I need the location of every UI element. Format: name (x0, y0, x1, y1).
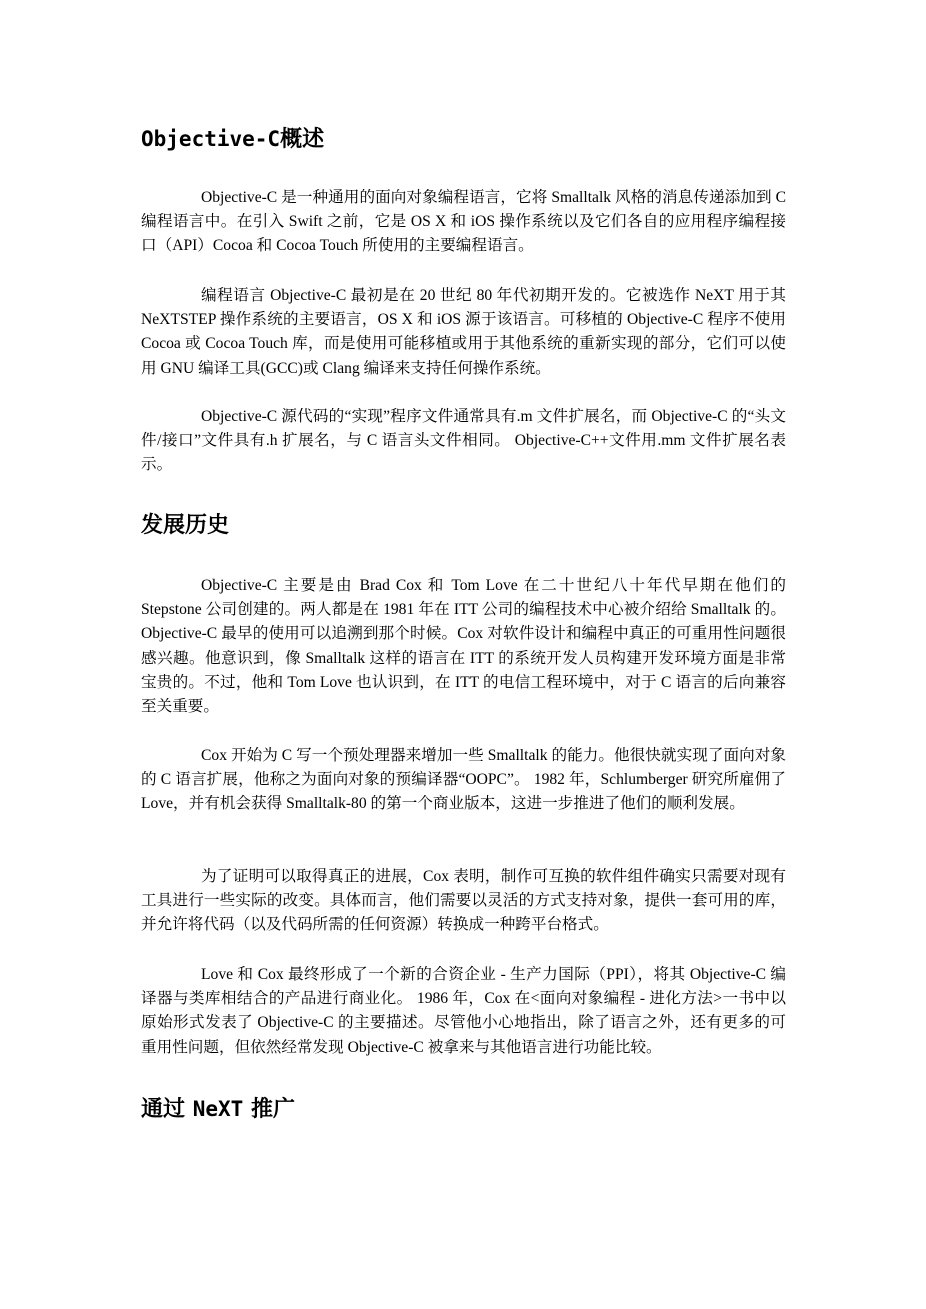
paragraph: Love 和 Cox 最终形成了一个新的合资企业 - 生产力国际（PPI），将其 Objective-C 编译器与类库相结合的产品进行商业化。 1986 年，Cox 在<面向对象编程 - 进化方法>一书中以原始形式发表了 Objective-C 的主要描述。尽管他小心地指出，除了语言之外，还有更多的可重用性问题，但依然经常发现 Objective-C 被拿来与其他语言进行功能比较。 (141, 966, 786, 1056)
section-heading-next-promotion (141, 1094, 295, 1125)
heading-cjk: 概述 (280, 127, 325, 152)
heading-cjk-b: 推广 (250, 1097, 295, 1122)
paragraph: 编程语言 Objective-C 最初是在 20 世纪 80 年代初期开发的。它被选作 NeXT 用于其 NeXTSTEP 操作系统的主要语言，OS X 和 iOS 源于该语言。可移植的 Objective-C 程序不使用 Cocoa 或 Cocoa Touch 库，而是使用可能移植或用于其他系统的重新实现的部分，它们可以使用 GNU 编译工具(GCC)或 Clang 编译来支持任何操作系统。 (141, 287, 786, 377)
paragraph: Objective-C 主要是由 Brad Cox 和 Tom Love 在二十世纪八十年代早期在他们的 Stepstone 公司创建的。两人都是在 1981 年在 ITT 公司的编程技术中心被介绍给 Smalltalk 的。Objective-C 最早的使用可以追溯到那个时候。Cox 对软件设计和编程中真正的可重用性问题很感兴趣。他意识到，像 Smalltalk 这样的语言在 ITT 的系统开发人员构建开发环境方面是非常宝贵的。不过，他和 Tom Love 也认识到，在 ITT 的电信工程环境中，对于 C 语言的后向兼容至关重要。 (141, 577, 786, 716)
paragraph: Objective-C 源代码的“实现”程序文件通常具有.m 文件扩展名，而 Objective-C 的“头文件/接口”文件具有.h 扩展名，与 C 语言头文件相同。 Objective-C++文件用.mm 文件扩展名表示。 (141, 408, 786, 474)
heading-latin: Objective-C (141, 127, 281, 151)
heading-cjk-a: 通过 (141, 1097, 186, 1122)
paragraph: Cox 开始为 C 写一个预处理器来增加一些 Smalltalk 的能力。他很快就实现了面向对象的 C 语言扩展，他称之为面向对象的预编译器“OOPC”。 1982 年，Schlumberger 研究所雇佣了 Love，并有机会获得 Smalltalk-80 的第一个商业版本，这进一步推进了他们的顺利发展。 (141, 747, 786, 813)
heading-latin: NeXT (192, 1097, 244, 1121)
section-heading-history: 发展历史 (141, 513, 230, 538)
paragraph: 为了证明可以取得真正的进展，Cox 表明，制作可互换的软件组件确实只需要对现有工具进行一些实际的改变。具体而言，他们需要以灵活的方式支持对象，提供一套可用的库，并允许将代码（以及代码所需的任何资源）转换成一种跨平台格式。 (141, 868, 786, 934)
paragraph: Objective-C 是一种通用的面向对象编程语言，它将 Smalltalk 风格的消息传递添加到 C 编程语言中。在引入 Swift 之前，它是 OS X 和 iOS 操作系统以及它们各自的应用程序编程接口（API）Cocoa 和 Cocoa Touch 所使用的主要编程语言。 (141, 189, 786, 255)
section-heading-overview (141, 124, 324, 155)
